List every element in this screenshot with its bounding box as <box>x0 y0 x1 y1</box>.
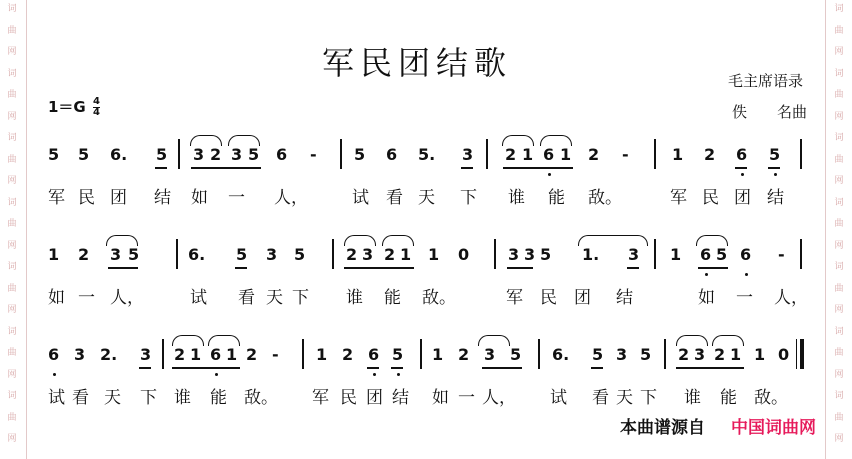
note: 1 <box>672 145 684 164</box>
watermark-char: 词 <box>834 262 844 272</box>
time-bottom: 4 <box>92 107 100 118</box>
composer-credit: 佚 名曲 <box>732 103 808 121</box>
note: 3 <box>694 345 706 364</box>
time-top: 4 <box>92 96 100 107</box>
underline-mark <box>768 167 780 169</box>
watermark-char: 曲 <box>834 283 844 294</box>
lyric: 一 <box>458 388 475 408</box>
note: 3 <box>231 145 243 164</box>
underline-mark <box>172 367 240 369</box>
lyric: 下 <box>140 388 157 408</box>
lyric: 下 <box>460 188 477 208</box>
note: 6 <box>700 245 712 264</box>
note: 3 <box>140 345 152 364</box>
lyric: 看 <box>238 288 255 308</box>
note: 1 <box>432 345 444 364</box>
lyric: 团 <box>574 288 591 308</box>
note: 6 <box>736 145 748 164</box>
note: 1 <box>400 245 412 264</box>
watermark-char: 曲 <box>7 25 17 36</box>
lyric: 民 <box>340 388 357 408</box>
lyric: 看 <box>386 188 403 208</box>
note: 5 <box>48 145 60 164</box>
watermark-char: 曲 <box>7 154 17 165</box>
lyric: 军 <box>48 188 65 208</box>
note: 5 <box>592 345 604 364</box>
watermark-char: 词 <box>834 391 844 401</box>
note: 1 <box>670 245 682 264</box>
note: 2 <box>678 345 690 364</box>
lyric: 敌。 <box>754 388 788 408</box>
barline <box>162 339 164 369</box>
lyric: 团 <box>734 188 751 208</box>
barline <box>420 339 422 369</box>
note: 3 <box>110 245 122 264</box>
lyric: 试 <box>48 388 65 408</box>
underline-mark <box>698 267 728 269</box>
watermark-char: 曲 <box>834 219 844 229</box>
lyric: 军 <box>312 388 329 408</box>
lyric: 看 <box>72 388 89 408</box>
low-octave-dot <box>705 273 708 276</box>
note: 5 <box>248 145 260 164</box>
lyric: 如 <box>48 288 65 308</box>
note: 6 <box>368 345 380 364</box>
note: 5 <box>716 245 728 264</box>
underline-mark <box>482 367 522 369</box>
barline <box>800 239 802 269</box>
note: 3 <box>484 345 496 364</box>
watermark-char: 网 <box>834 240 844 251</box>
lyric: 谁 <box>174 388 191 408</box>
underline-mark <box>507 267 533 269</box>
watermark-char: 网 <box>834 305 844 315</box>
lyric: 能 <box>720 388 737 408</box>
underline-mark <box>367 367 379 369</box>
low-octave-dot <box>548 173 551 176</box>
note: 2 <box>505 145 517 164</box>
lyric: 人， <box>482 388 516 408</box>
score-line-3 <box>48 345 808 415</box>
watermark-char: 词 <box>834 197 844 208</box>
song-title: 军民团结歌 <box>322 44 513 82</box>
barline <box>494 239 496 269</box>
note: 0 <box>458 245 470 264</box>
underline-mark <box>503 167 573 169</box>
time-signature <box>93 97 100 118</box>
note: 6. <box>552 345 570 364</box>
note: 5 <box>640 345 652 364</box>
note: 3 <box>524 245 536 264</box>
lyric: 结 <box>616 288 633 308</box>
lyric: 下 <box>640 388 657 408</box>
key-signature <box>48 96 100 118</box>
underline-mark <box>235 267 247 269</box>
note: 2 <box>714 345 726 364</box>
watermark-char: 网 <box>7 305 17 315</box>
lyric: 民 <box>78 188 95 208</box>
lyric: 天 <box>104 388 121 408</box>
note: 6. <box>110 145 128 164</box>
watermark-char: 曲 <box>7 219 17 229</box>
lyric: 如 <box>432 388 449 408</box>
barline <box>538 339 540 369</box>
note: 5 <box>156 145 168 164</box>
barline <box>178 139 180 169</box>
watermark-char: 曲 <box>834 25 844 36</box>
lyric: 谁 <box>346 288 363 308</box>
note: 3 <box>462 145 474 164</box>
watermark-char: 词 <box>7 68 17 79</box>
low-octave-dot <box>774 173 777 176</box>
barline <box>664 339 666 369</box>
right-watermark-strip <box>825 0 852 459</box>
note: 5 <box>294 245 306 264</box>
low-octave-dot <box>397 373 400 376</box>
lyric: 人， <box>110 288 144 308</box>
site-brand-link[interactable]: 中国词曲网 <box>731 418 816 438</box>
watermark-char: 词 <box>834 4 844 14</box>
lyric: 结 <box>392 388 409 408</box>
score-line-1 <box>48 145 808 215</box>
lyric: 结 <box>154 188 171 208</box>
watermark-char: 曲 <box>7 90 17 100</box>
underline-mark <box>344 267 414 269</box>
lyric: 结 <box>767 188 784 208</box>
watermark-char: 曲 <box>834 90 844 100</box>
underline-mark <box>591 367 603 369</box>
watermark-char: 网 <box>7 434 17 444</box>
underline-mark <box>676 367 744 369</box>
note: 6 <box>740 245 752 264</box>
lyric: 如 <box>191 188 208 208</box>
note: 5 <box>78 145 90 164</box>
note: 2 <box>174 345 186 364</box>
lyric: 谁 <box>684 388 701 408</box>
barline <box>176 239 178 269</box>
score-line-2 <box>48 245 808 315</box>
note: 5. <box>418 145 436 164</box>
watermark-char: 曲 <box>834 154 844 165</box>
note: - <box>310 145 317 164</box>
final-barline-thick <box>800 339 804 369</box>
lyric: 敌。 <box>422 288 456 308</box>
lyric: 人， <box>274 188 308 208</box>
lyric: 试 <box>190 288 207 308</box>
lyric: 试 <box>352 188 369 208</box>
lyric: 谁 <box>508 188 525 208</box>
lyric: 天 <box>266 288 283 308</box>
lyricist-credit: 毛主席语录 <box>728 72 804 90</box>
note: 2 <box>588 145 600 164</box>
note: 5 <box>354 145 366 164</box>
low-octave-dot <box>53 373 56 376</box>
note: 2 <box>210 145 222 164</box>
note: 2 <box>246 345 258 364</box>
note: 1. <box>582 245 600 264</box>
barline <box>654 139 656 169</box>
watermark-char: 曲 <box>834 348 844 358</box>
lyric: 看 <box>592 388 609 408</box>
watermark-char: 曲 <box>7 348 17 358</box>
note: 2 <box>346 245 358 264</box>
underline-mark <box>155 167 167 169</box>
lyric: 敌。 <box>244 388 278 408</box>
note: 1 <box>730 345 742 364</box>
watermark-char: 网 <box>834 111 844 122</box>
barline <box>332 239 334 269</box>
note: - <box>272 345 279 364</box>
underline-mark <box>191 167 261 169</box>
watermark-char: 词 <box>834 133 844 143</box>
note: 5 <box>510 345 522 364</box>
underline-mark <box>391 367 403 369</box>
watermark-char: 网 <box>7 111 17 122</box>
lyric: 军 <box>506 288 523 308</box>
watermark-char: 网 <box>7 176 17 186</box>
underline-mark <box>627 267 639 269</box>
watermark-char: 网 <box>7 369 17 380</box>
note: 2. <box>100 345 118 364</box>
lyric: 能 <box>548 188 565 208</box>
note: 1 <box>522 145 534 164</box>
watermark-char: 网 <box>834 176 844 186</box>
note: 0 <box>778 345 790 364</box>
note: 2 <box>342 345 354 364</box>
note: 5 <box>769 145 781 164</box>
watermark-char: 网 <box>7 47 17 57</box>
watermark-char: 词 <box>7 197 17 208</box>
note: 3 <box>74 345 86 364</box>
watermark-char: 词 <box>7 262 17 272</box>
note: 5 <box>392 345 404 364</box>
final-barline-thin <box>796 339 797 369</box>
watermark-char: 网 <box>834 47 844 57</box>
lyric: 团 <box>110 188 127 208</box>
watermark-char: 网 <box>834 434 844 444</box>
note: 6 <box>210 345 222 364</box>
note: 5 <box>128 245 140 264</box>
key-text: 1＝G <box>48 98 86 116</box>
underline-mark <box>461 167 473 169</box>
lyric: 如 <box>698 288 715 308</box>
low-octave-dot <box>215 373 218 376</box>
note: 1 <box>754 345 766 364</box>
lyric: 下 <box>292 288 309 308</box>
note: 5 <box>540 245 552 264</box>
note: 2 <box>78 245 90 264</box>
barline <box>486 139 488 169</box>
lyric: 民 <box>702 188 719 208</box>
note: - <box>778 245 785 264</box>
note: 3 <box>628 245 640 264</box>
lyric: 能 <box>384 288 401 308</box>
lyric: 军 <box>670 188 687 208</box>
low-octave-dot <box>741 173 744 176</box>
note: 2 <box>384 245 396 264</box>
note: 3 <box>362 245 374 264</box>
lyric: 人， <box>774 288 808 308</box>
watermark-char: 词 <box>834 326 844 337</box>
note: 6 <box>48 345 60 364</box>
note: 1 <box>560 145 572 164</box>
note: 1 <box>48 245 60 264</box>
lyric: 天 <box>616 388 633 408</box>
barline <box>302 339 304 369</box>
barline <box>340 139 342 169</box>
note: 5 <box>236 245 248 264</box>
underline-mark <box>108 267 138 269</box>
lyric: 能 <box>210 388 227 408</box>
lyric: 一 <box>736 288 753 308</box>
lyric: 敌。 <box>588 188 622 208</box>
watermark-char: 曲 <box>7 283 17 294</box>
note: 6. <box>188 245 206 264</box>
note: 1 <box>190 345 202 364</box>
watermark-char: 词 <box>7 4 17 14</box>
watermark-char: 词 <box>7 133 17 143</box>
note: 2 <box>458 345 470 364</box>
underline-mark <box>735 167 747 169</box>
note: 6 <box>543 145 555 164</box>
left-watermark-strip <box>0 0 27 459</box>
note: 6 <box>276 145 288 164</box>
note: 2 <box>704 145 716 164</box>
watermark-char: 曲 <box>7 412 17 423</box>
watermark-char: 词 <box>7 326 17 337</box>
lyric: 一 <box>78 288 95 308</box>
lyric: 民 <box>540 288 557 308</box>
note: 1 <box>226 345 238 364</box>
note: - <box>622 145 629 164</box>
barline <box>800 139 802 169</box>
note: 3 <box>266 245 278 264</box>
note: 3 <box>508 245 520 264</box>
watermark-char: 网 <box>834 369 844 380</box>
underline-mark <box>139 367 151 369</box>
note: 1 <box>316 345 328 364</box>
watermark-char: 词 <box>834 68 844 79</box>
barline <box>654 239 656 269</box>
watermark-char: 曲 <box>834 412 844 423</box>
lyric: 团 <box>366 388 383 408</box>
watermark-char: 词 <box>7 391 17 401</box>
low-octave-dot <box>745 273 748 276</box>
note: 6 <box>386 145 398 164</box>
note: 3 <box>616 345 628 364</box>
lyric: 天 <box>418 188 435 208</box>
lyric: 一 <box>228 188 245 208</box>
source-label: 本曲谱源自 <box>620 418 705 438</box>
low-octave-dot <box>373 373 376 376</box>
note: 1 <box>428 245 440 264</box>
lyric: 试 <box>550 388 567 408</box>
watermark-char: 网 <box>7 240 17 251</box>
note: 3 <box>193 145 205 164</box>
